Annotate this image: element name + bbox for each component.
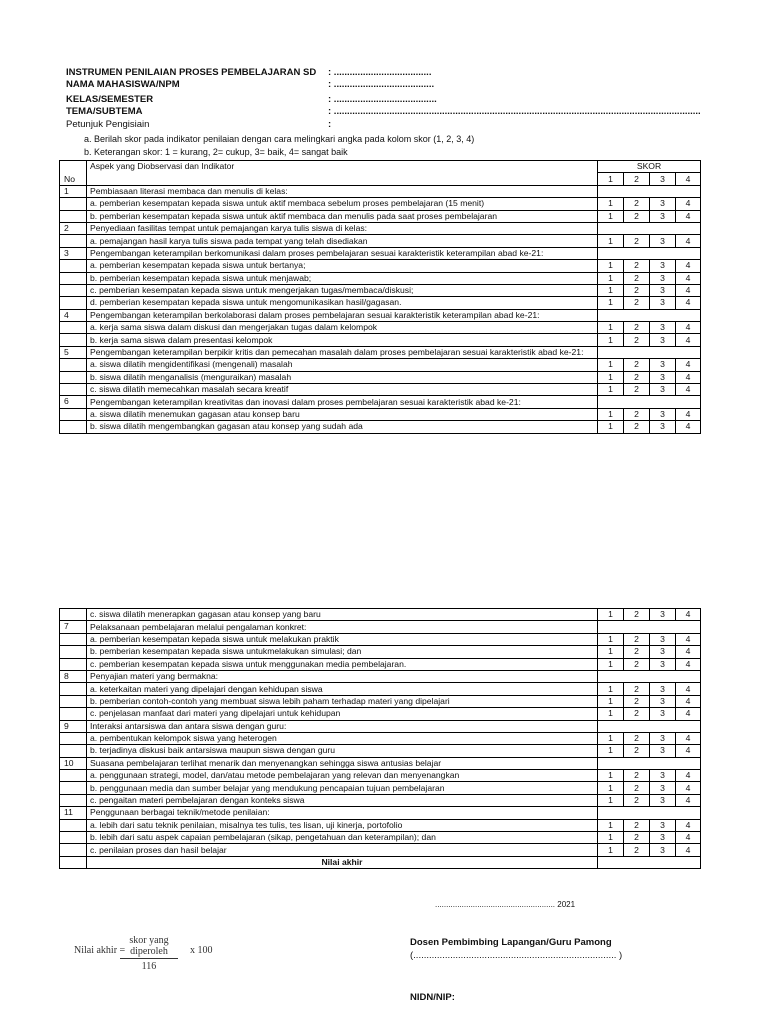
row-number: 2 bbox=[60, 222, 87, 234]
score-option-1[interactable]: 1 bbox=[598, 683, 624, 695]
indicator-text: b. pemberian kesempatan kepada siswa untuk aktif membaca dan menulis pada saat proses pembelajaran bbox=[87, 210, 598, 222]
indicator-text: c. penilaian proses dan hasil belajar bbox=[87, 844, 598, 856]
row-number: 5 bbox=[60, 346, 87, 358]
row-number bbox=[60, 745, 87, 757]
score-option-2[interactable]: 2 bbox=[624, 695, 650, 707]
header-row-3 bbox=[66, 107, 701, 118]
indicator-text: a. siswa dilatih menemukan gagasan atau konsep baru bbox=[87, 408, 598, 420]
row-number: 1 bbox=[60, 185, 87, 197]
row-number bbox=[60, 856, 87, 868]
formula-left: Nilai akhir = bbox=[74, 945, 126, 956]
score-option-2[interactable]: 2 bbox=[624, 782, 650, 794]
indicator-row bbox=[60, 732, 701, 744]
score-blank bbox=[598, 185, 701, 197]
indicator-text: b. pemberian contoh-contoh yang membuat siswa lebih paham terhadap materi yang dipelajari bbox=[87, 695, 598, 707]
row-number bbox=[60, 272, 87, 284]
section-row bbox=[60, 720, 701, 732]
indicator-row bbox=[60, 359, 701, 371]
row-number bbox=[60, 322, 87, 334]
score-option-3[interactable]: 3 bbox=[650, 384, 676, 396]
score-option-3[interactable]: 3 bbox=[650, 745, 676, 757]
aspect-text: Pengembangan keterampilan berkomunikasi dalam proses pembelajaran sesuai karakteristik keterampilan abad ke-21: bbox=[87, 247, 598, 259]
indicator-row bbox=[60, 844, 701, 856]
score-option-4[interactable]: 4 bbox=[676, 708, 701, 720]
signature-date: ...................................................... 2021 bbox=[435, 900, 576, 909]
score-option-3[interactable]: 3 bbox=[650, 658, 676, 670]
score-option-4[interactable]: 4 bbox=[676, 322, 701, 334]
score-option-2[interactable]: 2 bbox=[624, 646, 650, 658]
score-blank bbox=[598, 670, 701, 682]
section-row bbox=[60, 670, 701, 682]
col-no-header: No bbox=[60, 161, 87, 186]
indicator-text: b. lebih dari satu aspek capaian pembelajaran (sikap, pengetahuan dan keterampilan); dan bbox=[87, 832, 598, 844]
score-blank bbox=[598, 807, 701, 819]
score-option-1[interactable]: 1 bbox=[598, 658, 624, 670]
score-option-4[interactable]: 4 bbox=[676, 384, 701, 396]
score-option-4[interactable]: 4 bbox=[676, 210, 701, 222]
score-option-1[interactable]: 1 bbox=[598, 260, 624, 272]
score-option-1[interactable]: 1 bbox=[598, 384, 624, 396]
header-row-1 bbox=[66, 80, 434, 91]
indicator-row bbox=[60, 770, 701, 782]
dosen-name-line: (............................................................................. ) bbox=[410, 950, 623, 961]
row-number: 3 bbox=[60, 247, 87, 259]
score-option-1[interactable]: 1 bbox=[598, 609, 624, 621]
score-option-2[interactable]: 2 bbox=[624, 708, 650, 720]
indicator-text: a. pembentukan kelompok siswa yang heterogen bbox=[87, 732, 598, 744]
score-option-3[interactable]: 3 bbox=[650, 844, 676, 856]
indicator-row bbox=[60, 260, 701, 272]
score-option-4[interactable]: 4 bbox=[676, 844, 701, 856]
score-option-2[interactable]: 2 bbox=[624, 371, 650, 383]
score-header-1: 1 bbox=[598, 173, 624, 185]
score-option-3[interactable]: 3 bbox=[650, 708, 676, 720]
score-option-4[interactable]: 4 bbox=[676, 646, 701, 658]
indicator-row bbox=[60, 633, 701, 645]
aspect-text: Penyajian materi yang bermakna: bbox=[87, 670, 598, 682]
row-number bbox=[60, 732, 87, 744]
aspect-text: Pengembangan keterampilan berkolaborasi dalam proses pembelajaran sesuai karakteristik keterampilan abad ke-21: bbox=[87, 309, 598, 321]
score-option-3[interactable]: 3 bbox=[650, 235, 676, 247]
score-option-3[interactable]: 3 bbox=[650, 782, 676, 794]
aspect-text: Penyediaan fasilitas tempat untuk pemajangan karya tulis siswa di kelas: bbox=[87, 222, 598, 234]
instruction-b: b. Keterangan skor: 1 = kurang, 2= cukup, 3= baik, 4= sangat baik bbox=[84, 147, 348, 157]
aspect-text: Pelaksanaan pembelajaran melalui pengalaman konkret: bbox=[87, 621, 598, 633]
row-number bbox=[60, 695, 87, 707]
indicator-text: c. pemberian kesempatan kepada siswa untuk mengerjakan tugas/membaca/diskusi; bbox=[87, 284, 598, 296]
header-label: TEMA/SUBTEMA bbox=[66, 106, 143, 117]
score-blank bbox=[598, 309, 701, 321]
header-value: : ........................................................................................................................................... bbox=[328, 106, 701, 117]
score-header-4: 4 bbox=[676, 173, 701, 185]
indicator-row bbox=[60, 819, 701, 831]
indicator-row bbox=[60, 708, 701, 720]
indicator-row bbox=[60, 646, 701, 658]
score-option-3[interactable]: 3 bbox=[650, 210, 676, 222]
score-option-1[interactable]: 1 bbox=[598, 646, 624, 658]
score-option-3[interactable]: 3 bbox=[650, 371, 676, 383]
row-number: 4 bbox=[60, 309, 87, 321]
row-number bbox=[60, 658, 87, 670]
row-number bbox=[60, 408, 87, 420]
score-option-2[interactable]: 2 bbox=[624, 658, 650, 670]
score-option-3[interactable]: 3 bbox=[650, 198, 676, 210]
score-option-1[interactable]: 1 bbox=[598, 198, 624, 210]
score-option-4[interactable]: 4 bbox=[676, 371, 701, 383]
score-option-3[interactable]: 3 bbox=[650, 770, 676, 782]
indicator-text: a. penggunaan strategi, model, dan/atau metode pembelajaran yang relevan dan menyenangkan bbox=[87, 770, 598, 782]
row-number bbox=[60, 334, 87, 346]
row-number bbox=[60, 421, 87, 433]
indicator-text: a. pemajangan hasil karya tulis siswa pada tempat yang telah disediakan bbox=[87, 235, 598, 247]
indicator-row bbox=[60, 235, 701, 247]
score-option-2[interactable]: 2 bbox=[624, 844, 650, 856]
row-number bbox=[60, 260, 87, 272]
indicator-text: c. pengaitan materi pembelajaran dengan konteks siswa bbox=[87, 794, 598, 806]
score-blank bbox=[598, 222, 701, 234]
score-option-3[interactable]: 3 bbox=[650, 695, 676, 707]
indicator-row bbox=[60, 322, 701, 334]
score-option-2[interactable]: 2 bbox=[624, 794, 650, 806]
score-option-1[interactable]: 1 bbox=[598, 284, 624, 296]
score-blank bbox=[598, 346, 701, 358]
score-header-2: 2 bbox=[624, 173, 650, 185]
score-option-3[interactable]: 3 bbox=[650, 819, 676, 831]
score-option-3[interactable]: 3 bbox=[650, 408, 676, 420]
score-option-3[interactable]: 3 bbox=[650, 322, 676, 334]
indicator-row bbox=[60, 284, 701, 296]
score-option-1[interactable]: 1 bbox=[598, 210, 624, 222]
score-option-2[interactable]: 2 bbox=[624, 210, 650, 222]
score-option-4[interactable]: 4 bbox=[676, 819, 701, 831]
score-blank bbox=[598, 757, 701, 769]
row-number bbox=[60, 210, 87, 222]
header-label: KELAS/SEMESTER bbox=[66, 94, 154, 105]
score-option-1[interactable]: 1 bbox=[598, 272, 624, 284]
indicator-row bbox=[60, 408, 701, 420]
indicator-text: b. pemberian kesempatan kepada siswa untuk menjawab; bbox=[87, 272, 598, 284]
aspect-text: Pembiasaan literasi membaca dan menulis di kelas: bbox=[87, 185, 598, 197]
aspect-text: Pengembangan keterampilan kreativitas dan inovasi dalam proses pembelajaran sesuai karakteristik abad ke-21: bbox=[87, 396, 598, 408]
indicator-text: a. pemberian kesempatan kepada siswa untuk melakukan praktik bbox=[87, 633, 598, 645]
score-option-3[interactable]: 3 bbox=[650, 794, 676, 806]
header-label: Petunjuk Pengisiain bbox=[66, 119, 150, 130]
score-option-2[interactable]: 2 bbox=[624, 359, 650, 371]
nidn-label: NIDN/NIP: bbox=[410, 992, 455, 1003]
score-option-2[interactable]: 2 bbox=[624, 745, 650, 757]
aspect-text: Penggunaan berbagai teknik/metode penilaian: bbox=[87, 807, 598, 819]
score-option-3[interactable]: 3 bbox=[650, 646, 676, 658]
score-option-4[interactable]: 4 bbox=[676, 284, 701, 296]
row-number: 8 bbox=[60, 670, 87, 682]
row-number bbox=[60, 708, 87, 720]
section-row bbox=[60, 346, 701, 358]
score-option-3[interactable]: 3 bbox=[650, 260, 676, 272]
row-number: 6 bbox=[60, 396, 87, 408]
assessment-table-part-2 bbox=[59, 608, 701, 869]
score-option-4[interactable]: 4 bbox=[676, 770, 701, 782]
score-option-3[interactable]: 3 bbox=[650, 633, 676, 645]
score-option-3[interactable]: 3 bbox=[650, 732, 676, 744]
header-row-0 bbox=[66, 68, 431, 79]
indicator-text: d. pemberian kesempatan kepada siswa untuk mengomunikasikan hasil/gagasan. bbox=[87, 297, 598, 309]
score-option-4[interactable]: 4 bbox=[676, 334, 701, 346]
indicator-text: b. pemberian kesempatan kepada siswa untukmelakukan simulasi; dan bbox=[87, 646, 598, 658]
score-option-4[interactable]: 4 bbox=[676, 235, 701, 247]
row-number bbox=[60, 646, 87, 658]
header-value: : ....................................... bbox=[328, 94, 437, 105]
score-option-1[interactable]: 1 bbox=[598, 235, 624, 247]
section-row bbox=[60, 807, 701, 819]
score-option-4[interactable]: 4 bbox=[676, 832, 701, 844]
score-option-4[interactable]: 4 bbox=[676, 633, 701, 645]
row-number bbox=[60, 683, 87, 695]
row-number bbox=[60, 794, 87, 806]
indicator-text: b. terjadinya diskusi baik antarsiswa maupun siswa dengan guru bbox=[87, 745, 598, 757]
score-blank bbox=[598, 396, 701, 408]
score-option-1[interactable]: 1 bbox=[598, 421, 624, 433]
score-option-2[interactable]: 2 bbox=[624, 334, 650, 346]
score-option-1[interactable]: 1 bbox=[598, 782, 624, 794]
score-option-2[interactable]: 2 bbox=[624, 609, 650, 621]
aspect-text: Interaksi antarsiswa dan antara siswa dengan guru: bbox=[87, 720, 598, 732]
formula-fraction bbox=[120, 935, 178, 972]
score-option-2[interactable]: 2 bbox=[624, 235, 650, 247]
score-option-1[interactable]: 1 bbox=[598, 695, 624, 707]
indicator-text: c. penjelasan manfaat dari materi yang dipelajari untuk kehidupan bbox=[87, 708, 598, 720]
section-row bbox=[60, 222, 701, 234]
score-option-3[interactable]: 3 bbox=[650, 609, 676, 621]
score-option-4[interactable]: 4 bbox=[676, 732, 701, 744]
score-option-1[interactable]: 1 bbox=[598, 732, 624, 744]
score-option-4[interactable]: 4 bbox=[676, 408, 701, 420]
indicator-row bbox=[60, 334, 701, 346]
instruction-a: a. Berilah skor pada indikator penilaian dengan cara melingkari angka pada kolom skor (1, 2, 3, 4) bbox=[84, 134, 475, 144]
score-blank bbox=[598, 621, 701, 633]
dosen-label: Dosen Pembimbing Lapangan/Guru Pamong bbox=[410, 937, 612, 948]
indicator-row bbox=[60, 609, 701, 621]
header-row-4 bbox=[66, 120, 331, 131]
score-option-2[interactable]: 2 bbox=[624, 408, 650, 420]
total-row bbox=[60, 856, 701, 868]
final-score-label: Nilai akhir bbox=[87, 856, 598, 868]
row-number bbox=[60, 198, 87, 210]
score-option-3[interactable]: 3 bbox=[650, 334, 676, 346]
score-option-4[interactable]: 4 bbox=[676, 260, 701, 272]
row-number: 11 bbox=[60, 807, 87, 819]
score-option-2[interactable]: 2 bbox=[624, 260, 650, 272]
score-option-2[interactable]: 2 bbox=[624, 198, 650, 210]
score-option-4[interactable]: 4 bbox=[676, 782, 701, 794]
indicator-row bbox=[60, 272, 701, 284]
indicator-row bbox=[60, 683, 701, 695]
score-option-3[interactable]: 3 bbox=[650, 832, 676, 844]
row-number bbox=[60, 832, 87, 844]
indicator-text: a. lebih dari satu teknik penilaian, misalnya tes tulis, tes lisan, uji kinerja, portofolio bbox=[87, 819, 598, 831]
final-score-cell[interactable] bbox=[598, 856, 701, 868]
score-option-1[interactable]: 1 bbox=[598, 708, 624, 720]
score-option-3[interactable]: 3 bbox=[650, 297, 676, 309]
section-row bbox=[60, 185, 701, 197]
indicator-text: b. siswa dilatih menganalisis (menguraikan) masalah bbox=[87, 371, 598, 383]
score-option-1[interactable]: 1 bbox=[598, 297, 624, 309]
score-option-4[interactable]: 4 bbox=[676, 683, 701, 695]
section-row bbox=[60, 757, 701, 769]
section-row bbox=[60, 621, 701, 633]
row-number bbox=[60, 782, 87, 794]
indicator-row bbox=[60, 794, 701, 806]
score-blank bbox=[598, 247, 701, 259]
score-option-1[interactable]: 1 bbox=[598, 745, 624, 757]
indicator-row bbox=[60, 371, 701, 383]
score-option-1[interactable]: 1 bbox=[598, 322, 624, 334]
score-option-4[interactable]: 4 bbox=[676, 695, 701, 707]
score-option-4[interactable]: 4 bbox=[676, 272, 701, 284]
score-option-2[interactable]: 2 bbox=[624, 284, 650, 296]
indicator-text: c. siswa dilatih menerapkan gagasan atau konsep yang baru bbox=[87, 609, 598, 621]
header-label: NAMA MAHASISWA/NPM bbox=[66, 79, 180, 90]
row-number bbox=[60, 819, 87, 831]
indicator-text: b. siswa dilatih mengembangkan gagasan atau konsep yang sudah ada bbox=[87, 421, 598, 433]
score-option-2[interactable]: 2 bbox=[624, 832, 650, 844]
score-option-3[interactable]: 3 bbox=[650, 683, 676, 695]
header-value: : bbox=[328, 119, 332, 130]
indicator-row bbox=[60, 421, 701, 433]
score-option-1[interactable]: 1 bbox=[598, 832, 624, 844]
score-option-4[interactable]: 4 bbox=[676, 359, 701, 371]
row-number: 10 bbox=[60, 757, 87, 769]
row-number: 7 bbox=[60, 621, 87, 633]
formula-numerator: skor yang diperoleh bbox=[120, 935, 178, 959]
indicator-text: a. siswa dilatih mengidentifikasi (mengenali) masalah bbox=[87, 359, 598, 371]
aspect-text: Pengembangan keterampilan berpikir kritis dan pemecahan masalah dalam proses pembelajaran sesuai karakteristik abad ke-21: bbox=[87, 346, 598, 358]
row-number bbox=[60, 371, 87, 383]
indicator-text: b. kerja sama siswa dalam presentasi kelompok bbox=[87, 334, 598, 346]
row-number bbox=[60, 359, 87, 371]
score-blank bbox=[598, 720, 701, 732]
score-option-3[interactable]: 3 bbox=[650, 272, 676, 284]
header-value: : ..................................... bbox=[328, 67, 432, 78]
score-option-3[interactable]: 3 bbox=[650, 284, 676, 296]
section-row bbox=[60, 396, 701, 408]
section-row bbox=[60, 309, 701, 321]
score-option-2[interactable]: 2 bbox=[624, 421, 650, 433]
indicator-row bbox=[60, 210, 701, 222]
score-option-1[interactable]: 1 bbox=[598, 408, 624, 420]
score-option-2[interactable]: 2 bbox=[624, 272, 650, 284]
indicator-row bbox=[60, 695, 701, 707]
indicator-text: a. pemberian kesempatan kepada siswa untuk bertanya; bbox=[87, 260, 598, 272]
indicator-text: a. keterkaitan materi yang dipelajari dengan kehidupan siswa bbox=[87, 683, 598, 695]
indicator-row bbox=[60, 832, 701, 844]
section-row bbox=[60, 247, 701, 259]
score-option-2[interactable]: 2 bbox=[624, 297, 650, 309]
aspect-text: Suasana pembelajaran terlihat menarik dan menyenangkan sehingga siswa antusias belajar bbox=[87, 757, 598, 769]
row-number bbox=[60, 609, 87, 621]
indicator-text: c. pemberian kesempatan kepada siswa untuk menggunakan media pembelajaran. bbox=[87, 658, 598, 670]
indicator-text: a. pemberian kesempatan kepada siswa untuk aktif membaca sebelum proses pembelajaran (15 menit) bbox=[87, 198, 598, 210]
col-skor-header: SKOR bbox=[598, 161, 701, 173]
score-option-4[interactable]: 4 bbox=[676, 609, 701, 621]
col-aspek-header: Aspek yang Diobservasi dan Indikator bbox=[87, 161, 598, 186]
score-option-1[interactable]: 1 bbox=[598, 844, 624, 856]
row-number bbox=[60, 284, 87, 296]
indicator-text: a. kerja sama siswa dalam diskusi dan mengerjakan tugas dalam kelompok bbox=[87, 322, 598, 334]
row-number: 9 bbox=[60, 720, 87, 732]
score-option-1[interactable]: 1 bbox=[598, 633, 624, 645]
score-option-1[interactable]: 1 bbox=[598, 794, 624, 806]
score-option-1[interactable]: 1 bbox=[598, 819, 624, 831]
row-number bbox=[60, 297, 87, 309]
score-option-2[interactable]: 2 bbox=[624, 770, 650, 782]
formula-right: x 100 bbox=[190, 945, 213, 956]
header-value: : ...................................... bbox=[328, 79, 435, 90]
indicator-row bbox=[60, 384, 701, 396]
score-option-4[interactable]: 4 bbox=[676, 421, 701, 433]
score-option-1[interactable]: 1 bbox=[598, 359, 624, 371]
row-number bbox=[60, 235, 87, 247]
header-label: INSTRUMEN PENILAIAN PROSES PEMBELAJARAN SD bbox=[66, 67, 317, 78]
score-option-2[interactable]: 2 bbox=[624, 732, 650, 744]
indicator-row bbox=[60, 745, 701, 757]
score-option-4[interactable]: 4 bbox=[676, 745, 701, 757]
row-number bbox=[60, 633, 87, 645]
indicator-text: b. penggunaan media dan sumber belajar yang mendukung pencapaian tujuan pembelajaran bbox=[87, 782, 598, 794]
score-option-3[interactable]: 3 bbox=[650, 359, 676, 371]
header-row-2 bbox=[66, 95, 437, 106]
score-option-2[interactable]: 2 bbox=[624, 683, 650, 695]
formula-denominator: 116 bbox=[141, 961, 157, 972]
score-option-1[interactable]: 1 bbox=[598, 334, 624, 346]
score-option-2[interactable]: 2 bbox=[624, 819, 650, 831]
indicator-row bbox=[60, 198, 701, 210]
row-number bbox=[60, 384, 87, 396]
score-header-3: 3 bbox=[650, 173, 676, 185]
score-option-3[interactable]: 3 bbox=[650, 421, 676, 433]
indicator-row bbox=[60, 782, 701, 794]
row-number bbox=[60, 770, 87, 782]
score-option-4[interactable]: 4 bbox=[676, 658, 701, 670]
score-option-1[interactable]: 1 bbox=[598, 371, 624, 383]
score-option-2[interactable]: 2 bbox=[624, 633, 650, 645]
score-option-4[interactable]: 4 bbox=[676, 198, 701, 210]
indicator-row bbox=[60, 297, 701, 309]
score-option-4[interactable]: 4 bbox=[676, 297, 701, 309]
score-option-2[interactable]: 2 bbox=[624, 384, 650, 396]
score-option-2[interactable]: 2 bbox=[624, 322, 650, 334]
indicator-row bbox=[60, 658, 701, 670]
row-number bbox=[60, 844, 87, 856]
assessment-table-part-1 bbox=[59, 160, 701, 434]
score-option-1[interactable]: 1 bbox=[598, 770, 624, 782]
score-option-4[interactable]: 4 bbox=[676, 794, 701, 806]
indicator-text: c. siswa dilatih memecahkan masalah secara kreatif bbox=[87, 384, 598, 396]
